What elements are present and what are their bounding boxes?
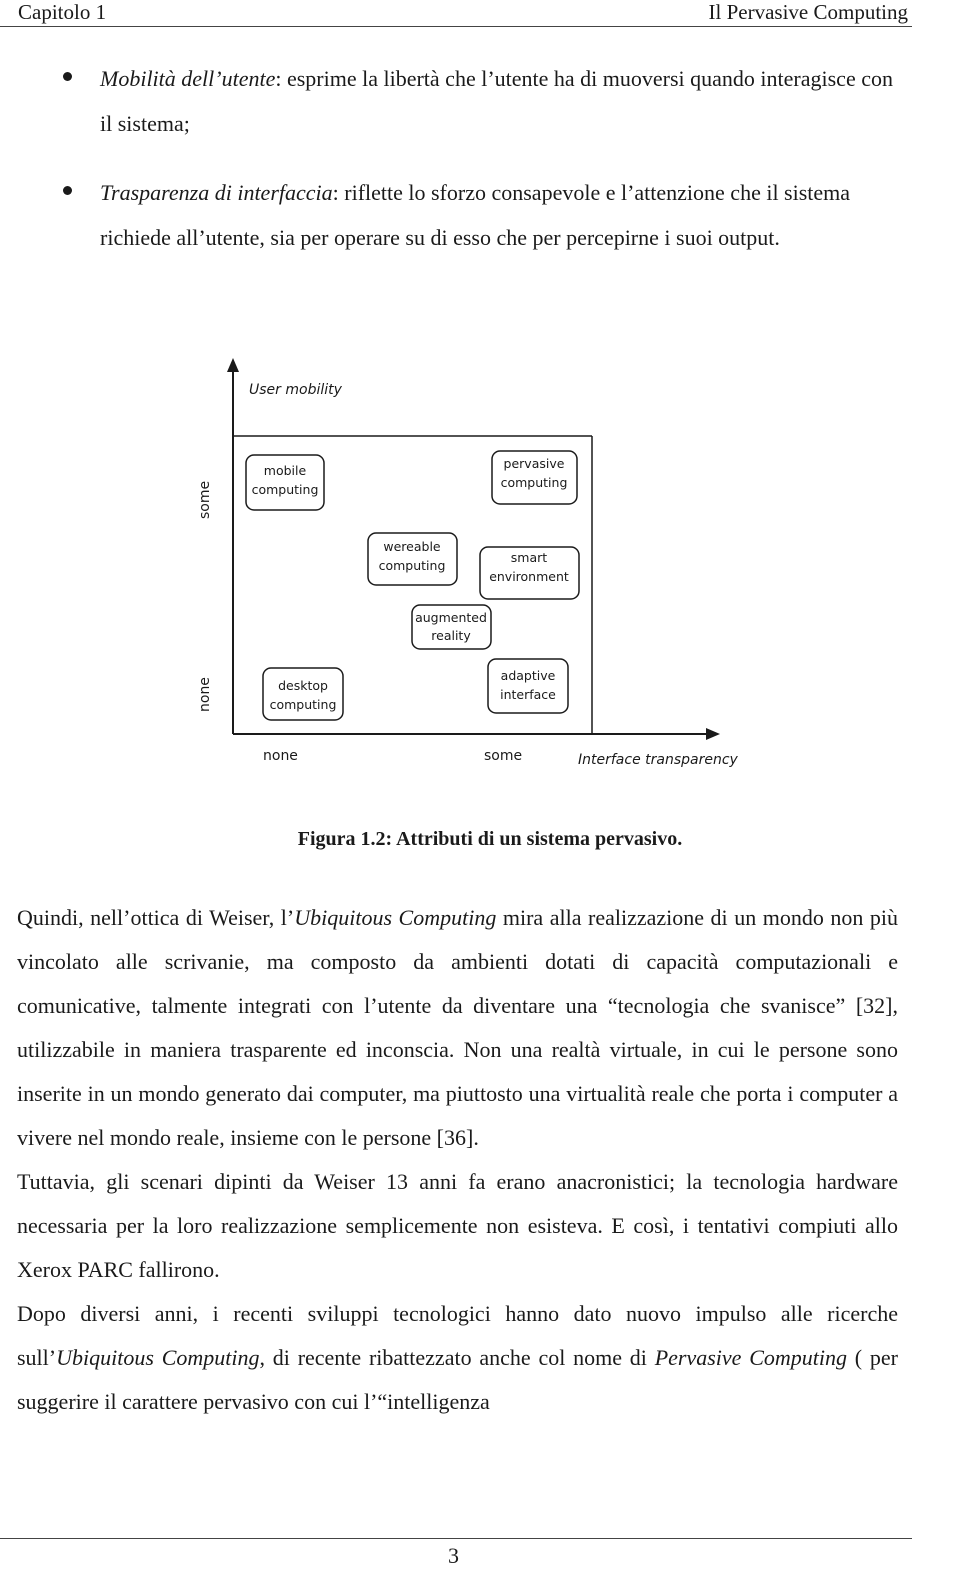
box-label: pervasive — [503, 456, 565, 471]
text-run: ( per suggerire il carattere pervasivo con cui l’“intelligenza — [17, 1345, 898, 1414]
page-footer — [0, 1538, 912, 1568]
paragraph-2 — [17, 1160, 898, 1292]
text-run: Quindi, nell’ottica di Weiser, l’ — [17, 905, 295, 930]
box-label: computing — [251, 482, 319, 497]
box-label: augmented — [415, 610, 487, 625]
bullet-term: Trasparenza di interfaccia — [100, 180, 333, 205]
page-header — [0, 0, 912, 27]
box-label: mobile — [263, 463, 307, 478]
box-label: interface — [500, 687, 556, 702]
box-label: adaptive — [500, 668, 556, 683]
body-text — [17, 896, 898, 1424]
paragraph-1 — [17, 896, 898, 1160]
box-label: computing — [500, 475, 568, 490]
box-wearable-computing — [368, 533, 457, 585]
box-desktop-computing — [263, 668, 343, 720]
italic-term: Pervasive Computing — [654, 1345, 847, 1370]
y-tick-some: some — [197, 480, 213, 519]
y-tick-none: none — [197, 677, 213, 712]
text-run: Dopo diversi anni, i recenti sviluppi tecnologici hanno dato nuovo impulso alle ricerche sull’ — [17, 1301, 898, 1370]
x-tick-some: some — [484, 748, 523, 764]
box-label: computing — [269, 697, 337, 712]
bullet-term: Mobilità dell’utente — [100, 66, 276, 91]
x-axis-title: Interface transparency — [578, 752, 738, 768]
bullet-text: : esprime la libertà che l’utente ha di muoversi quando interagisce con il sistema; — [100, 66, 893, 136]
bullet-dot-icon — [63, 186, 72, 195]
italic-term: Ubiquitous Computing — [56, 1345, 260, 1370]
bullet-item-user-mobility — [0, 56, 908, 146]
y-axis-arrow-icon — [227, 358, 239, 372]
x-tick-none: none — [263, 748, 298, 764]
page-number: 3 — [448, 1543, 459, 1568]
box-label: smart — [510, 550, 548, 565]
text-run: mira alla realizzazione di un mondo non più vincolato alle scrivanie, ma composto da ambienti dotati di capacità computazionali e comunicative, talmente integrati con l’utente da diventare una “tecnologia che svanisce” [32], utilizzabile in maniera trasparente ed inconscia. Non una realtà virtuale, in cui le persone sono inserite in un mondo generato dai computer, ma piuttosto una virtualità reale che porta i computer a vivere nel mondo reale, insieme con le persone [36]. — [17, 905, 899, 1150]
chapter-label: Capitolo 1 — [18, 0, 107, 24]
pervasive-attributes-diagram — [190, 354, 750, 774]
box-label: reality — [431, 628, 471, 643]
x-axis-arrow-icon — [706, 728, 720, 740]
text-run: Tuttavia, gli scenari dipinti da Weiser 13 anni fa erano anacronistici; la tecnologia hardware necessaria per la loro realizzazione semplicemente non esisteva. E così, i tentativi compiuti allo Xerox PARC fallirono. — [17, 1169, 898, 1282]
box-smart-environment — [480, 547, 579, 599]
bullet-item-interface-transparency — [0, 170, 908, 260]
box-augmented-reality — [412, 605, 491, 649]
chapter-title: Il Pervasive Computing — [708, 0, 908, 24]
figure-diagram — [190, 354, 750, 774]
paragraph-3 — [17, 1292, 898, 1424]
box-pervasive-computing — [492, 451, 577, 504]
bullet-list — [0, 56, 960, 260]
box-label: environment — [489, 569, 569, 584]
box-label: wereable — [383, 539, 441, 554]
y-axis-title: User mobility — [249, 382, 342, 398]
italic-term: Ubiquitous Computing — [294, 905, 497, 930]
box-label: desktop — [278, 678, 328, 693]
figure-caption: Figura 1.2: Attributi di un sistema pervasivo. — [297, 828, 683, 850]
text-run: , di recente ribattezzato anche col nome di — [259, 1345, 655, 1370]
box-mobile-computing — [246, 455, 324, 510]
box-adaptive-interface — [488, 659, 568, 713]
box-label: computing — [378, 558, 446, 573]
bullet-dot-icon — [63, 72, 72, 81]
bullet-text: : riflette lo sforzo consapevole e l’attenzione che il sistema richiede all’utente, sia per operare su di esso che per percepirne i suoi output. — [100, 180, 851, 250]
